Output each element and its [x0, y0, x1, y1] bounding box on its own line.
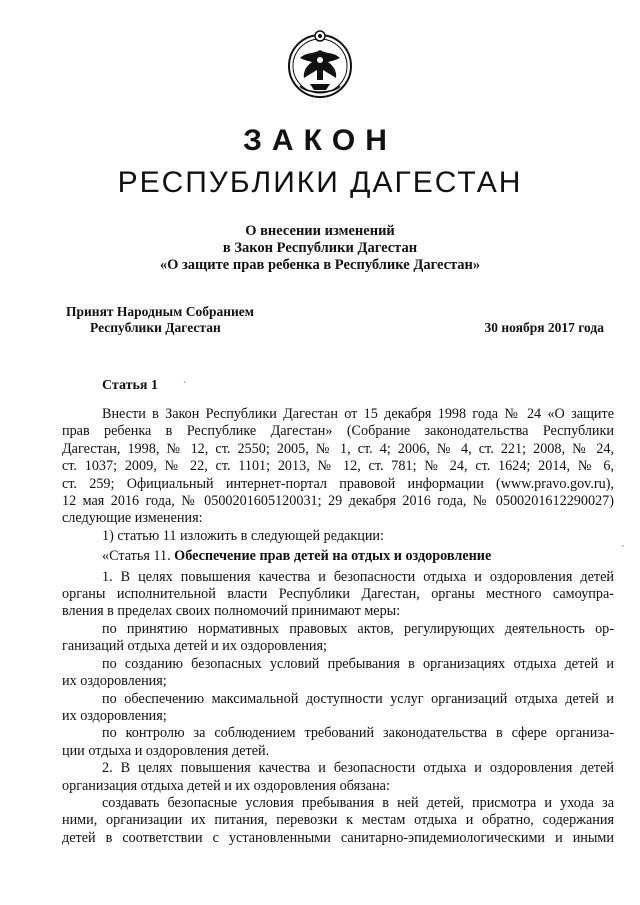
text-line: создавать безопасные условия пребывания в ней детей, присмотра и ухода за [102, 794, 614, 811]
article11-heading [62, 548, 614, 565]
text-line: Внести в Закон Республики Дагестан от 15 декабря 1998 года № 24 «О защите [102, 406, 614, 422]
adopted-line: Принят Народным Собранием [66, 304, 254, 319]
article11-title: Обеспечение прав детей на отдых и оздоровление [174, 548, 492, 565]
law-republic-title: РЕСПУБЛИКИ ДАГЕСТАН [117, 166, 523, 199]
adoption-date: 30 ноября 2017 года [484, 320, 604, 335]
text-line: их оздоровления; [62, 707, 167, 724]
text-line: их оздоровления; [62, 673, 167, 690]
text-line: 12 мая 2016 года, № 0500201605120031; 29 декабря 2016 года, № 0500201612290027) [62, 493, 614, 510]
text-line: ними, организации их питания, перевозки к местам отдыха и обратно, содержания [62, 812, 614, 829]
text-line: детей в соответствии с установленными санитарно-эпидемиологическими и иными [62, 829, 614, 846]
text-line: прав ребенка в Республике Дагестан» (Собрание законодательства Республики [62, 423, 614, 440]
text-line: ции отдыха и оздоровления детей. [62, 742, 270, 759]
subtitle-line: в Закон Республики Дагестан [222, 240, 418, 256]
law-title: ЗАКОН [243, 124, 397, 157]
text-line: ганизаций отдыха детей и их оздоровления; [62, 638, 327, 655]
subtitle-line: О внесении изменений [245, 223, 395, 239]
text-line: по контролю за соблюдением требований законодательства в сфере организа- [102, 725, 614, 742]
text-line: по обеспечению максимальной доступности услуг организаций отдыха детей и [102, 690, 614, 707]
text-line: 1. В целях повышения качества и безопасности отдыха и оздоровления детей [102, 568, 614, 585]
subtitle-line: «О защите прав ребенка в Республике Дагестан» [159, 257, 481, 273]
item-line: 1) статью 11 изложить в следующей редакции: [102, 527, 384, 544]
text-line: по созданию безопасных условий пребывания в организациях отдыха детей и [102, 655, 614, 672]
text-line: по принятию нормативных правовых актов, регулирующих деятельность ор- [102, 620, 614, 637]
law-subtitle [0, 223, 640, 274]
text-line: 2. В целях повышения качества и безопасности отдыха и оздоровления детей [102, 760, 614, 777]
article11-prefix: «Статья 11. [102, 548, 175, 565]
text-line: вления в пределах своих полномочий принимают меры: [62, 603, 401, 620]
margin-mark: ˊ [621, 545, 625, 556]
article-heading: Статья 1 [102, 378, 158, 393]
margin-mark: ˋ [183, 381, 187, 392]
text-line: ст. 259; Официальный интернет-портал правовой информации (www.pravo.gov.ru), [62, 475, 614, 492]
text-line: ст. 1037; 2009, № 22, ст. 1101; 2013, № 12, ст. 781; № 24, ст. 1624; 2014, № 6, [62, 458, 614, 475]
adopted-by [66, 304, 254, 336]
text-line: организация отдыха детей и их оздоровления обязана: [62, 777, 390, 794]
text-line: Дагестан, 1998, № 12, ст. 2550; 2005, № 1, ст. 4; 2006, № 4, ст. 221; 2008, № 24, [62, 440, 614, 457]
adopted-line: Республики Дагестан [90, 320, 221, 335]
text-line: следующие изменения: [62, 510, 203, 527]
text-line: органы исполнительной власти Республики Дагестан, органы местного самоупра- [62, 586, 614, 603]
article-body [62, 406, 614, 847]
dagestan-emblem-icon [286, 28, 354, 100]
